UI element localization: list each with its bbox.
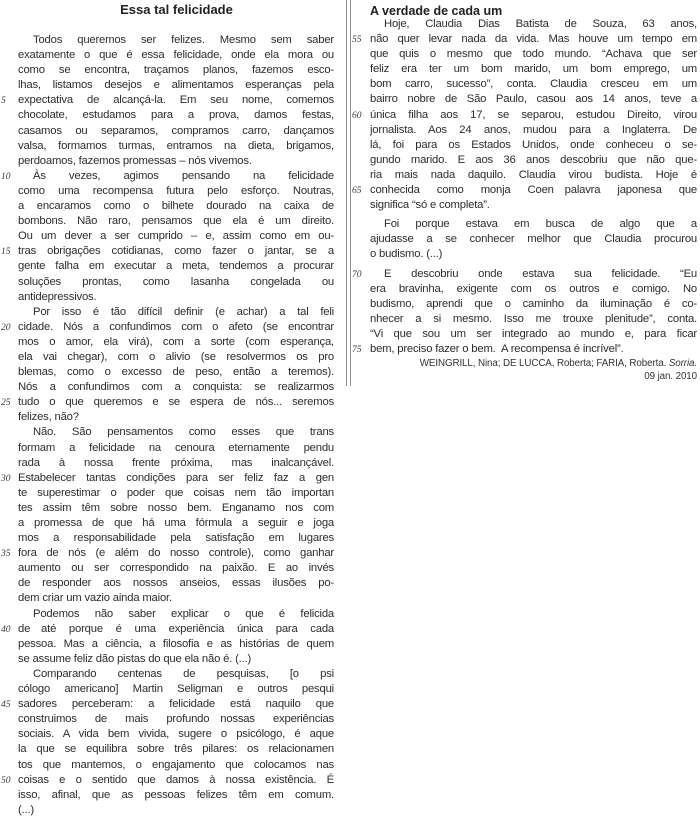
text-line-content: perdoamos, fazemos promessas – nós vivemos. <box>18 154 252 167</box>
text-line-content: bom carro, sucesso”, conta. Claudia cresceu em um <box>370 78 697 91</box>
text-line <box>18 410 334 425</box>
text-line <box>352 108 697 123</box>
text-line <box>370 138 697 153</box>
text-line <box>370 17 697 32</box>
text-line-content: formam a felicidade na cenoura eternamente pendu <box>18 441 334 454</box>
text-line-content: “Vi que sou um ser integrado ao mundo e, para ficar <box>370 327 697 340</box>
text-line-content: soluções prontas, como lasanha congelada ou <box>18 275 334 288</box>
text-line-content: exatamente o que é essa felicidade, onde ela mora ou <box>18 49 334 62</box>
text-line-content: tudo o que queremos e se espera de nós... seremos <box>18 396 334 409</box>
text-line-content: te superestimar o poder que coisas nem tão importan <box>18 486 334 499</box>
text-line <box>18 727 334 742</box>
text-line-content: Todos queremos ser felizes. Mesmo sem saber <box>33 34 334 46</box>
text-line <box>18 184 334 199</box>
text-line-content: felizes, não? <box>18 411 79 424</box>
text-line <box>18 561 334 576</box>
text-line-content: E descobriu onde estava sua felicidade. “Eu <box>384 267 697 280</box>
text-line-content: de responder aos nossos anseios, essas ilusões po- <box>18 577 334 590</box>
line-number: 50 <box>1 775 11 786</box>
line-number: 70 <box>352 269 362 280</box>
line-number: 5 <box>1 96 6 107</box>
citation-date: 09 jan. 2010 <box>644 371 697 382</box>
text-line <box>18 531 334 546</box>
text-line <box>18 456 334 471</box>
text-line <box>1 93 334 108</box>
line-number: 15 <box>1 247 11 258</box>
text-line-content: gente falha em executar a meta, tendemos a procurar <box>18 260 334 273</box>
text-line <box>370 247 697 262</box>
text-line-content: gundo marido. E aos 36 anos descobriu que não que- <box>370 153 697 166</box>
citation <box>370 357 697 383</box>
text-line <box>370 153 697 168</box>
text-line-content: Nós a confundimos com a conquista: se realizarmos <box>18 381 334 394</box>
text-line-content: tras obrigações cotidianas, como fazer o jantar, se a <box>18 245 334 258</box>
text-line-content: como se encontra, traçamos planos, fazemos esco- <box>18 64 334 77</box>
citation-authors: WEINGRILL, Nina; DE LUCCA, Roberta; FARIA, Roberta. <box>419 358 667 369</box>
text-line-content: bairro nobre de São Paulo, casou aos 14 anos, teve a <box>370 93 697 106</box>
text-line-content: nhecer a si mesmo. Isso me trouxe plenitude”, conta. <box>370 312 697 325</box>
text-line-content: de até porque é uma experiência única para cada <box>18 622 334 635</box>
text-line-content: pessoa. Mas a ciência, a filosofia e as histórias de quem <box>18 637 334 650</box>
text-line-content: aumento ou ser correspondido na paixão. E ao invés <box>18 562 334 575</box>
text-line-content: sociais. A vida bem vivida, sugere o psicólogo, é aque <box>18 728 334 741</box>
text-line-content: budismo, aprendi que o caminho da iluminação é co- <box>370 297 697 310</box>
text-line <box>1 169 334 184</box>
text-line <box>1 395 334 410</box>
text-line <box>370 198 697 213</box>
text-line <box>1 471 334 486</box>
text-line-content: mos a responsabilidade pela satisfação em lugares <box>18 532 334 545</box>
text-line <box>18 275 334 290</box>
line-number: 35 <box>1 549 11 560</box>
text-line-content: sadores perceberam: a felicidade está naquilo que <box>18 698 334 711</box>
text-line <box>18 335 334 350</box>
right-text-block <box>352 17 697 357</box>
text-line <box>18 441 334 456</box>
text-line <box>352 32 697 47</box>
text-line-content: Podemos não saber explicar o que é felicida <box>33 607 334 620</box>
text-line <box>18 199 334 214</box>
text-line-content: Às vezes, agimos pensando na felicidade <box>33 169 334 182</box>
text-line <box>18 803 334 818</box>
text-line-content: significa “só e completa”. <box>370 199 490 212</box>
text-line <box>1 773 334 788</box>
text-line-content: construimos de mais profundo nossas experiências <box>18 713 334 726</box>
text-line-content: (...) <box>18 803 34 816</box>
text-line-content: Comparando centenas de pesquisas, [o psi <box>33 667 334 680</box>
text-line-content: Estabelecer tantas condições para ser feliz faz a gen <box>18 471 334 484</box>
text-line-content: bem, preciso fazer o bem. A recompensa é incrível”. <box>370 342 624 355</box>
text-line <box>370 217 697 232</box>
text-line <box>18 607 334 622</box>
text-line <box>1 697 334 712</box>
text-line <box>352 183 697 198</box>
text-line-content: isso, afinal, que as pessoas felizes têm em comum. <box>18 788 334 801</box>
line-number: 60 <box>352 110 362 121</box>
text-line <box>18 154 334 169</box>
text-line <box>18 425 334 440</box>
text-line <box>18 290 334 305</box>
text-line-content: rada à nossa frente próxima, mas inalcançável. <box>18 456 334 469</box>
text-line-content: Ou um dever a ser cumprido – e, assim como em ou- <box>18 230 334 243</box>
text-line-content: lhas, listamos desejos e alimentamos esperanças pela <box>18 79 334 92</box>
text-line-content: valsa, formamos turmas, entramos na dieta, brigamos, <box>18 139 334 152</box>
text-line-content: fora de nós (e além do nosso controle), como ganhar <box>18 547 334 560</box>
text-line-content: cólogo americano] Martin Seligman e outros pesqui <box>18 683 334 696</box>
line-number: 45 <box>1 700 11 711</box>
text-line-content: conhecida como monja Coen palavra japonesa que <box>370 184 697 197</box>
text-line <box>18 516 334 531</box>
text-line <box>1 320 334 335</box>
text-line-content: chocolate, estudamos para a prova, damos festas, <box>18 109 334 122</box>
text-line <box>370 312 697 327</box>
text-line-content: tos que mantemos, o engajamento que colocamos nas <box>18 758 334 771</box>
text-line-content: blemas, como o excesso de peso, então a teremos). <box>18 366 334 379</box>
text-line <box>370 282 697 297</box>
text-line <box>18 305 334 320</box>
text-line <box>18 365 334 380</box>
text-line-content: casamos ou separamos, compramos carro, dançamos <box>18 124 334 137</box>
line-number: 40 <box>1 624 11 635</box>
text-line-content: la que se equilibra sobre três pilares: os relacionamen <box>18 743 334 756</box>
text-line-content: se assume feliz dão pistas do que ela não é. (...) <box>18 652 252 665</box>
text-line <box>1 622 334 637</box>
text-line-content: Não. São pensamentos como esses que trans <box>33 426 334 439</box>
text-line-content: Por isso é tão difícil definir (e achar) a tal feli <box>33 305 334 318</box>
text-line <box>1 244 334 259</box>
text-line <box>370 77 697 92</box>
text-line-content: jornalista. Aos 24 anos, mudou para a Inglaterra. De <box>370 123 697 136</box>
text-line-content: cidade. Nós a confundimos com o afeto (se encontrar <box>18 320 334 333</box>
text-line <box>18 259 334 274</box>
text-line-content: coisas e o sentido que damos à nossa existência. É <box>18 773 334 786</box>
line-number: 10 <box>1 171 11 182</box>
text-line-content: tes assim têm sobre nosso bem. Enganamo nos com <box>18 501 334 514</box>
text-line-content: mos o amor, ela virá), com a sorte (com esperança, <box>18 335 334 348</box>
line-number: 75 <box>352 344 362 355</box>
left-article-title: Essa tal felicidade <box>120 2 233 17</box>
text-line-content: ria mais nada daquilo. Claudia virou budista. Hoje é <box>370 168 697 181</box>
text-line-content: como uma recompensa futura pelo esforço. Noutras, <box>18 184 334 197</box>
text-line-content: a promessa de que há uma fórmula a seguir e joga <box>18 517 334 529</box>
text-line-content: não quer levar nada da vida. Mas houve um tempo em <box>370 33 697 46</box>
text-line <box>18 758 334 773</box>
line-number: 30 <box>1 473 11 484</box>
text-line-content: feliz era ter um bom marido, um bom emprego, um <box>370 63 697 76</box>
text-line <box>370 62 697 77</box>
text-line <box>18 108 334 123</box>
text-line <box>18 501 334 516</box>
text-line <box>370 232 697 247</box>
text-line-content: Hoje, Claudia Dias Batista de Souza, 63 anos, <box>384 18 697 30</box>
text-line <box>18 124 334 139</box>
text-line-content: era bravinha, exigente com os outros e comigo. No <box>370 282 697 295</box>
text-line <box>18 652 334 667</box>
text-line <box>370 168 697 183</box>
text-line <box>18 667 334 682</box>
text-line-content: bombons. Não raro, pensamos que ela é um direito. <box>18 215 334 228</box>
text-line-content: Foi porque estava em busca de algo que a <box>384 218 697 231</box>
text-line <box>18 712 334 727</box>
text-line <box>370 297 697 312</box>
text-line <box>18 350 334 365</box>
text-line <box>18 576 334 591</box>
line-number: 25 <box>1 398 11 409</box>
text-line <box>352 267 697 282</box>
text-line-content: que quis o mesmo que todo mundo. “Achava que ser <box>370 48 697 61</box>
text-line <box>370 47 697 62</box>
text-line <box>1 546 334 561</box>
citation-source: Sorria. <box>668 358 697 369</box>
text-line <box>18 742 334 757</box>
text-line-content: dem criar um vazio ainda maior. <box>18 592 172 605</box>
text-line <box>18 788 334 803</box>
text-line-content: ajudasse a se conhecer melhor que Claudia procurou <box>370 233 697 246</box>
text-line <box>18 139 334 154</box>
text-line <box>352 342 697 357</box>
text-line <box>18 78 334 93</box>
text-line <box>18 682 334 697</box>
line-number: 20 <box>1 322 11 333</box>
line-number: 65 <box>352 186 362 197</box>
citation-line-1 <box>370 357 697 370</box>
text-line-content: lá, foi para os Estados Unidos, onde conheceu o se- <box>370 138 697 151</box>
text-line <box>18 48 334 63</box>
text-line <box>18 229 334 244</box>
text-line <box>18 214 334 229</box>
text-line <box>18 637 334 652</box>
text-line-content: antidepressivos. <box>18 290 97 303</box>
text-line <box>18 486 334 501</box>
text-line-content: única filha aos 17, se separou, estudou Direito, virou <box>370 108 697 121</box>
text-line-content: a encaramos como o bilhete dourado na caixa de <box>18 200 334 213</box>
text-line <box>370 327 697 342</box>
text-line-content: expectativa de alcançá-la. Em seu nome, comemos <box>18 94 334 107</box>
text-line-content: o budismo. (...) <box>370 248 443 261</box>
text-line <box>18 380 334 395</box>
column-separator-double-rule <box>346 0 351 386</box>
right-article-title: A verdade de cada um <box>370 4 503 18</box>
text-line-content: ela vai chegar), com o alivio (se resolvermos os pro <box>18 350 334 363</box>
text-line <box>370 92 697 107</box>
text-line <box>370 123 697 138</box>
text-line <box>18 63 334 78</box>
line-number: 55 <box>352 35 362 46</box>
text-line <box>18 33 334 48</box>
left-text-block <box>1 33 334 818</box>
text-line <box>18 591 334 606</box>
